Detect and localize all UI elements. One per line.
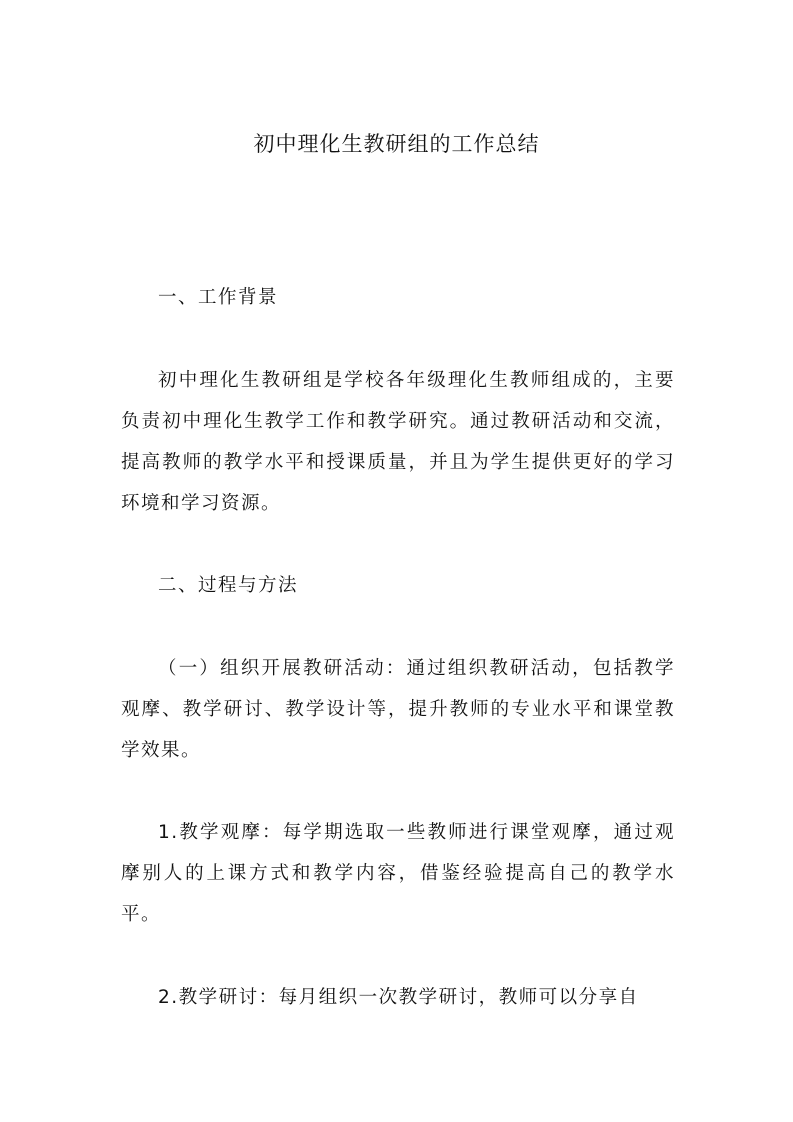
paragraph-teaching-research-activities: （一）组织开展教研活动：通过组织教研活动，包括教学观摩、教学研讨、教学设计等，提升教师的专业水平和课堂教学效果。 <box>121 658 675 761</box>
section-heading-background: 一、工作背景 <box>158 287 279 308</box>
section-heading-process-method: 二、过程与方法 <box>158 575 299 596</box>
paragraph-teaching-discussion: 2.教学研讨：每月组织一次教学研讨，教师可以分享自 <box>158 987 639 1008</box>
document-title: 初中理化生教研组的工作总结 <box>253 132 540 156</box>
paragraph-teaching-observation: 1.教学观摩：每学期选取一些教师进行课堂观摩，通过观摩别人的上课方式和教学内容，借鉴经验提高自己的教学水平。 <box>121 822 675 925</box>
paragraph-background: 初中理化生教研组是学校各年级理化生教师组成的，主要负责初中理化生教学工作和教学研究。通过教研活动和交流，提高教师的教学水平和授课质量，并且为学生提供更好的学习环境和学习资源。 <box>121 370 675 514</box>
